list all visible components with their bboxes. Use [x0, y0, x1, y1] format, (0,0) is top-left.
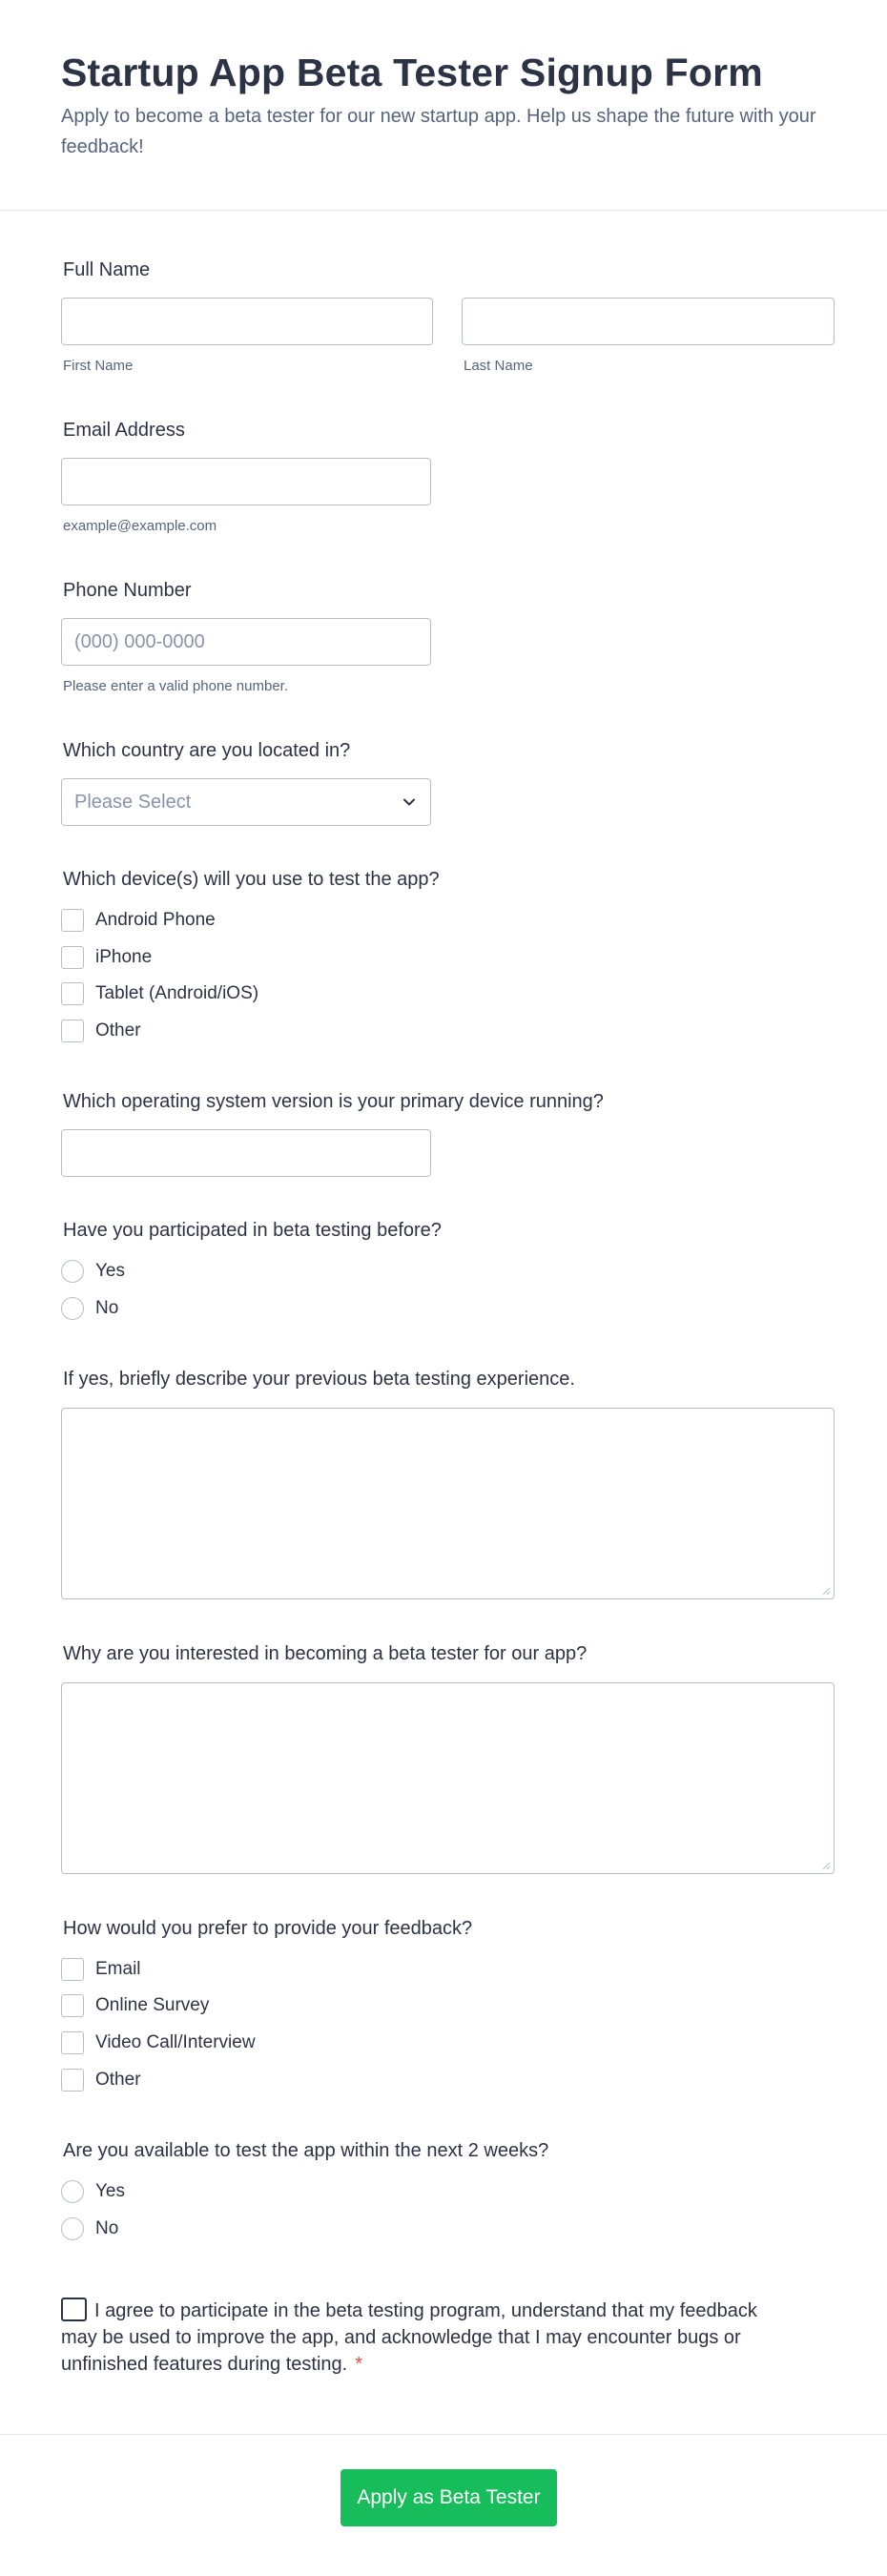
availability-option-label: No: [95, 2218, 119, 2238]
device-option-label: Other: [95, 1020, 141, 1041]
checkbox[interactable]: [61, 982, 84, 1005]
os-version-label: Which operating system version is your primary device running?: [63, 1091, 604, 1112]
participated-option-label: No: [95, 1298, 119, 1318]
email-input[interactable]: [61, 458, 431, 505]
radio-button[interactable]: [61, 1260, 84, 1283]
device-option-label: Android Phone: [95, 910, 216, 930]
device-option-label: iPhone: [95, 947, 153, 967]
device-option-android[interactable]: [61, 908, 216, 933]
apply-button[interactable]: Apply as Beta Tester: [340, 2469, 557, 2526]
email-label: Email Address: [63, 420, 185, 441]
checkbox[interactable]: [61, 1958, 84, 1981]
form-header: [61, 50, 824, 162]
phone-input[interactable]: [61, 618, 431, 666]
chevron-down-icon: [402, 794, 417, 810]
page-subtitle: Apply to become a beta tester for our new startup app. Help us shape the future with your feedback!: [61, 106, 816, 157]
feedback-option-label: Email: [95, 1959, 141, 1979]
feedback-option-label: Video Call/Interview: [95, 2032, 256, 2052]
full-name-label: Full Name: [63, 259, 151, 280]
availability-option-label: Yes: [95, 2181, 125, 2201]
feedback-option-email[interactable]: [61, 1957, 141, 1982]
participated-option-no[interactable]: [61, 1296, 118, 1321]
first-name-sublabel: First Name: [63, 358, 134, 374]
availability-label: Are you available to test the app within the next 2 weeks?: [63, 2140, 549, 2161]
first-name-input[interactable]: [61, 298, 433, 345]
agreement-text: I agree to participate in the beta testing program, understand that my feedback may be used to improve the app, and acknowledge that I may encounter bugs or unfinished features during testing.: [61, 2300, 757, 2375]
phone-label: Phone Number: [63, 580, 192, 601]
checkbox[interactable]: [61, 2069, 84, 2092]
radio-button[interactable]: [61, 2180, 84, 2203]
last-name-sublabel: Last Name: [464, 358, 533, 374]
page-title: Startup App Beta Tester Signup Form: [61, 51, 763, 94]
availability-option-no[interactable]: [61, 2216, 118, 2241]
checkbox[interactable]: [61, 946, 84, 969]
email-sublabel: example@example.com: [63, 518, 217, 534]
experience-label: If yes, briefly describe your previous beta testing experience.: [63, 1369, 575, 1390]
feedback-option-label: Online Survey: [95, 1995, 210, 2015]
phone-sublabel: Please enter a valid phone number.: [63, 678, 288, 694]
availability-option-yes[interactable]: [61, 2179, 125, 2204]
device-option-label: Tablet (Android/iOS): [95, 983, 259, 1003]
footer-divider: [0, 2434, 887, 2435]
country-label: Which country are you located in?: [63, 740, 351, 761]
resize-grip-icon[interactable]: [821, 1586, 831, 1596]
experience-textarea[interactable]: [61, 1408, 835, 1599]
checkbox[interactable]: [61, 909, 84, 932]
participated-label: Have you participated in beta testing before?: [63, 1220, 442, 1241]
phone-placeholder: (000) 000-0000: [74, 630, 205, 652]
header-divider: [0, 210, 887, 211]
feedback-option-survey[interactable]: [61, 1993, 209, 2018]
devices-label: Which device(s) will you use to test the app?: [63, 869, 440, 890]
radio-button[interactable]: [61, 1297, 84, 1320]
country-selected-value: Please Select: [74, 791, 192, 813]
radio-button[interactable]: [61, 2217, 84, 2240]
feedback-option-video-call[interactable]: [61, 2030, 256, 2055]
agreement-checkbox[interactable]: [61, 2298, 87, 2321]
last-name-input[interactable]: [462, 298, 835, 345]
checkbox[interactable]: [61, 2031, 84, 2054]
interest-textarea[interactable]: [61, 1682, 835, 1874]
resize-grip-icon[interactable]: [821, 1861, 831, 1870]
device-option-iphone[interactable]: [61, 945, 152, 970]
os-version-input[interactable]: [61, 1129, 431, 1177]
device-option-tablet[interactable]: [61, 981, 258, 1006]
required-asterisk: *: [355, 2354, 362, 2375]
country-select[interactable]: [61, 778, 431, 826]
interest-label: Why are you interested in becoming a beta tester for our app?: [63, 1643, 588, 1664]
feedback-label: How would you prefer to provide your feedback?: [63, 1918, 473, 1939]
participated-option-yes[interactable]: [61, 1259, 125, 1284]
device-option-other[interactable]: [61, 1019, 141, 1043]
checkbox[interactable]: [61, 1020, 84, 1042]
participated-option-label: Yes: [95, 1261, 125, 1281]
feedback-option-other[interactable]: [61, 2068, 141, 2092]
checkbox[interactable]: [61, 1994, 84, 2017]
feedback-option-label: Other: [95, 2070, 141, 2090]
agreement-checkbox-field: [61, 2298, 786, 2378]
